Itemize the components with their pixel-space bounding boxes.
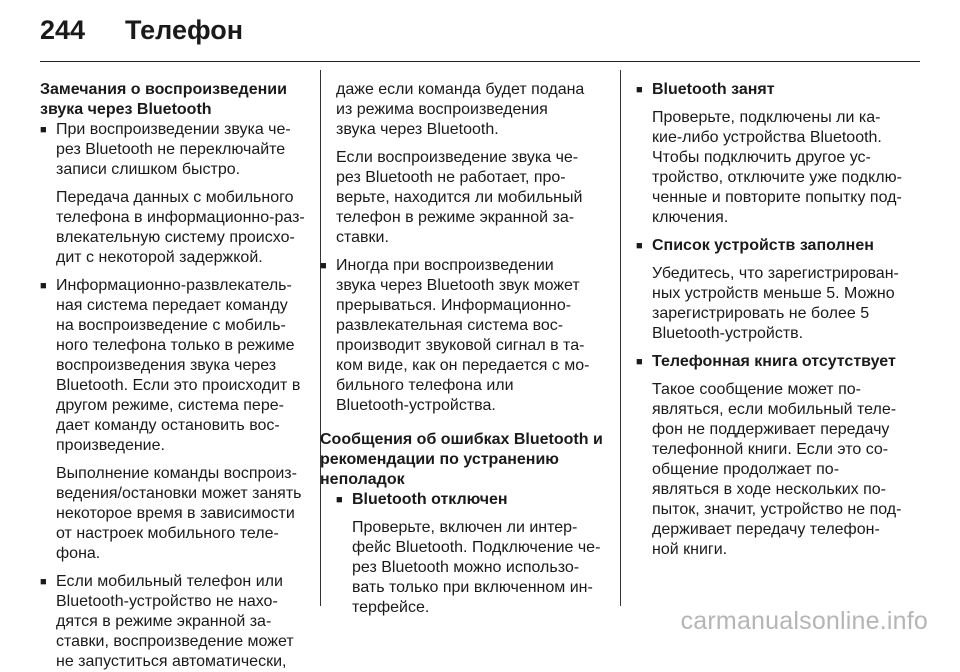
text-line: ной книги. xyxy=(652,541,728,558)
text-line: общение продолжает по- xyxy=(652,461,840,478)
text-line: держивает передачу телефон- xyxy=(652,521,880,538)
column-1 xyxy=(40,80,307,672)
text-line: зарегистрировать не более 5 xyxy=(652,305,870,322)
paragraph xyxy=(636,380,904,560)
text-line: ком виде, как он передается с мо- xyxy=(336,357,590,374)
text-line: прерываться. Информационно- xyxy=(336,297,572,314)
text-line: ставки. xyxy=(336,229,389,246)
error-title-bluetooth-busy xyxy=(636,80,904,100)
paragraph xyxy=(40,188,307,268)
text-line: пыток, значит, устройство не под- xyxy=(652,501,902,518)
heading-line: Замечания о воспроизведении xyxy=(40,81,287,98)
text-line: ■ Список устройств заполнен xyxy=(652,237,874,254)
text-line: Убедитесь, что зарегистрирован- xyxy=(652,265,899,282)
page-header xyxy=(40,15,243,46)
text-line: из режима воспроизведения xyxy=(336,101,548,118)
page-number: 244 xyxy=(40,15,86,45)
error-title-list-full xyxy=(636,236,904,256)
column-3 xyxy=(636,80,904,560)
header-rule xyxy=(40,61,920,62)
text-line: Если воспроизведение звука че- xyxy=(336,149,579,166)
text-line: звука через Bluetooth. xyxy=(336,121,499,138)
text-line: звука через Bluetooth звук может xyxy=(336,277,580,294)
text-line: рез Bluetooth не переключайте xyxy=(56,141,286,158)
text-line: рез Bluetooth можно использо- xyxy=(352,559,580,576)
text-line: другом режиме, система пере- xyxy=(56,397,284,414)
text-line: Bluetooth-устройство не нахо- xyxy=(56,593,278,610)
bullet-item xyxy=(320,256,603,416)
text-line: Чтобы подключить другое ус- xyxy=(652,149,871,166)
paragraph xyxy=(636,264,904,344)
text-line: воспроизведения звука через xyxy=(56,357,277,374)
text-line: произведение. xyxy=(56,437,165,454)
bullet-item xyxy=(40,120,307,180)
paragraph xyxy=(40,464,307,564)
text-line: являться, если мобильный теле- xyxy=(652,401,897,418)
bullet-item xyxy=(40,276,307,456)
error-title-bluetooth-off xyxy=(336,490,603,510)
column-divider-2 xyxy=(620,70,621,606)
text-line: тройство, отключите уже подклю- xyxy=(652,169,902,186)
text-line: верьте, находится ли мобильный xyxy=(336,189,583,206)
page-title: Телефон xyxy=(125,15,244,45)
text-line: ченные и повторите попытку под- xyxy=(652,189,902,206)
text-line: ■ Bluetooth занят xyxy=(652,81,775,98)
text-line: не запуститься автоматически, xyxy=(56,653,287,670)
text-line: Выполнение команды воспроиз- xyxy=(56,465,297,482)
text-line: бильного телефона или xyxy=(336,377,514,394)
text-line: терфейсе. xyxy=(352,599,430,616)
text-line: Bluetooth-устройства. xyxy=(336,397,496,414)
text-line: ного телефона только в режиме xyxy=(56,337,295,354)
text-line: Bluetooth-устройств. xyxy=(652,325,804,342)
column-2 xyxy=(320,80,603,618)
heading-line: неполадок xyxy=(320,471,405,488)
section-heading-playback xyxy=(40,80,307,120)
text-line: от настроек мобильного теле- xyxy=(56,525,279,542)
text-line: некоторое время в зависимости xyxy=(56,505,295,522)
section-heading-errors xyxy=(320,430,603,490)
text-line: Bluetooth. Если это происходит в xyxy=(56,377,301,394)
text-line: телефона в информационно-раз- xyxy=(56,209,305,226)
watermark: carmanualsonline.info xyxy=(680,607,928,635)
text-line: на воспроизведение с мобиль- xyxy=(56,317,286,334)
text-line: ных устройств меньше 5. Можно xyxy=(652,285,895,302)
text-line: фон не поддерживает передачу xyxy=(652,421,890,438)
text-line: телефонной книги. Если это со- xyxy=(652,441,889,458)
bullet-item xyxy=(40,572,307,672)
text-line: телефон в режиме экранной за- xyxy=(336,209,575,226)
text-line: рез Bluetooth не работает, про- xyxy=(336,169,566,186)
text-line: фейс Bluetooth. Подключение че- xyxy=(352,539,601,556)
heading-line: рекомендации по устранению xyxy=(320,451,559,468)
text-line: ная система передает команду xyxy=(56,297,288,314)
text-line: ■ Если мобильный телефон или xyxy=(56,573,283,590)
text-line: ■ Иногда при воспроизведении xyxy=(336,257,554,274)
text-line: развлекательная система вос- xyxy=(336,317,564,334)
heading-line: звука через Bluetooth xyxy=(40,101,212,118)
text-line: Проверьте, подключены ли ка- xyxy=(652,109,881,126)
paragraph xyxy=(636,108,904,228)
text-line: вать только при включенном ин- xyxy=(352,579,593,596)
text-line: Проверьте, включен ли интер- xyxy=(352,519,578,536)
text-line: ■ Информационно-развлекатель- xyxy=(56,277,292,294)
paragraph xyxy=(336,518,603,618)
text-line: производит звуковой сигнал в та- xyxy=(336,337,585,354)
text-line: ■ При воспроизведении звука че- xyxy=(56,121,291,138)
text-line: ■ Телефонная книга отсутствует xyxy=(652,353,896,370)
paragraph xyxy=(336,148,603,248)
text-line: Передача данных с мобильного xyxy=(56,189,294,206)
text-line: ■ Bluetooth отключен xyxy=(352,491,508,508)
text-line: дит с некоторой задержкой. xyxy=(56,249,263,266)
text-line: дает команду остановить вос- xyxy=(56,417,280,434)
text-line: ключения. xyxy=(652,209,729,226)
text-line: Такое сообщение может по- xyxy=(652,381,861,398)
text-line: являться в ходе нескольких по- xyxy=(652,481,886,498)
text-line: записи слишком быстро. xyxy=(56,161,241,178)
paragraph xyxy=(336,80,603,140)
text-line: дятся в режиме экранной за- xyxy=(56,613,272,630)
text-line: фона. xyxy=(56,545,101,562)
text-line: ведения/остановки может занять xyxy=(56,485,302,502)
text-line: даже если команда будет подана xyxy=(336,81,585,98)
text-line: влекательную систему происхо- xyxy=(56,229,295,246)
text-line: кие-либо устройства Bluetooth. xyxy=(652,129,882,146)
heading-line: Сообщения об ошибках Bluetooth и xyxy=(320,431,603,448)
text-line: ставки, воспроизведение может xyxy=(56,633,294,650)
error-title-phonebook-missing xyxy=(636,352,904,372)
